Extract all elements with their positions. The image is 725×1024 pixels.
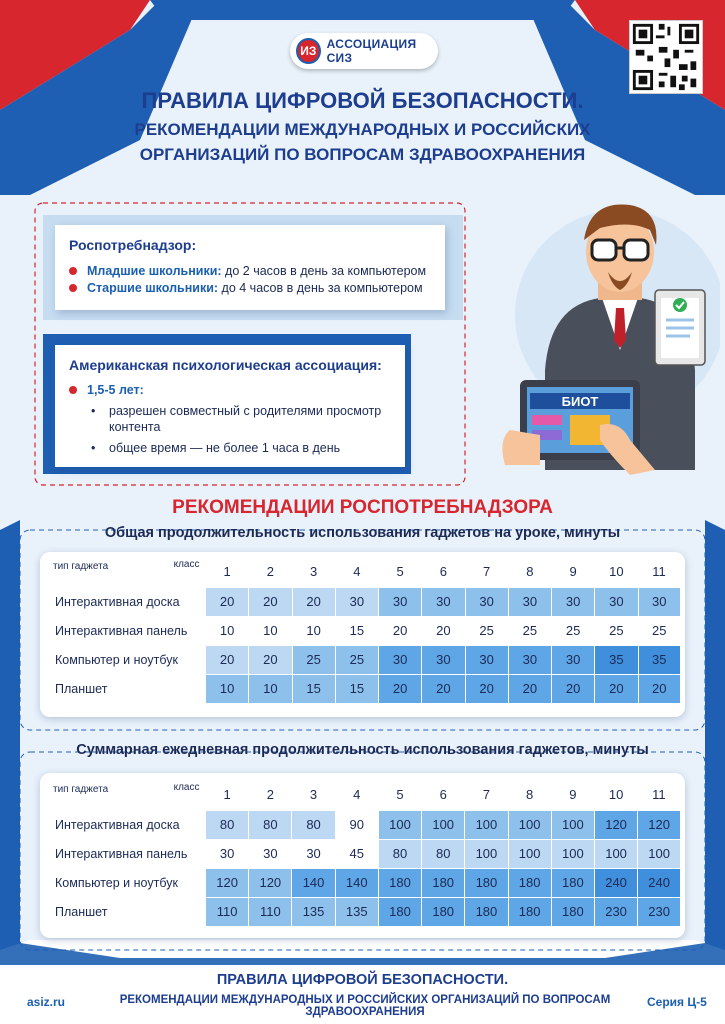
table-cell: 30 [465, 587, 508, 616]
table-row [45, 839, 680, 868]
table-cell: 25 [638, 616, 680, 645]
table-cell: 180 [422, 868, 465, 897]
qr-code-icon[interactable] [629, 20, 703, 94]
table-cell: 110 [249, 897, 292, 926]
table-cell: 100 [638, 839, 680, 868]
table-cell: 15 [292, 674, 335, 703]
table-cell: 120 [249, 868, 292, 897]
table-cell: 180 [465, 897, 508, 926]
table-cell: 10 [292, 616, 335, 645]
table-cell: 20 [249, 645, 292, 674]
sub-bullet-continuation [67, 419, 160, 435]
class-header: 1 [223, 564, 231, 580]
table-cell: 20 [422, 616, 465, 645]
row-label: Интерактивная панель [45, 616, 206, 645]
table-cell: 90 [335, 810, 378, 839]
table1-title: Общая продолжительность использования гаджетов на уроке, минуты [104, 525, 621, 541]
table-cell: 230 [594, 897, 637, 926]
table-cell: 30 [292, 839, 335, 868]
class-header: 6 [439, 564, 447, 580]
table-cell: 180 [508, 868, 551, 897]
table-cell: 30 [552, 645, 595, 674]
class-header: 9 [569, 564, 577, 580]
man-with-tablet-illustration [480, 190, 720, 485]
bullet-icon: • [91, 404, 96, 418]
table-cell: 20 [508, 674, 551, 703]
class-header: 11 [652, 787, 666, 803]
table2-title: Суммарная ежедневная продолжительность использования гаджетов, минуты [76, 742, 649, 758]
class-header: 3 [310, 564, 318, 580]
table-cell: 30 [335, 587, 378, 616]
corner-row-label: тип гаджета [53, 561, 109, 572]
class-header: 3 [309, 787, 318, 803]
table-corner-header [45, 780, 206, 810]
table-cell: 100 [465, 839, 508, 868]
table-cell: 100 [422, 810, 465, 839]
association-logo [290, 33, 438, 69]
table-cell: 10 [206, 616, 249, 645]
corner-col-label: класс [173, 559, 200, 570]
table-cell: 30 [465, 645, 508, 674]
table-cell: 80 [206, 810, 249, 839]
table-cell: 100 [551, 839, 594, 868]
class-header: 2 [266, 564, 274, 580]
table-cell: 20 [552, 674, 595, 703]
table-cell: 25 [552, 616, 595, 645]
class-header: 1 [223, 787, 231, 803]
row-label: Интерактивная панель [45, 839, 206, 868]
table-cell: 120 [206, 868, 249, 897]
table-cell: 20 [379, 616, 422, 645]
class-header: 7 [482, 787, 491, 803]
class-header: 8 [526, 787, 534, 803]
table-cell: 140 [335, 868, 378, 897]
table-cell: 240 [594, 868, 637, 897]
table-cell: 25 [335, 645, 378, 674]
logo-emblem: ИЗ [296, 38, 321, 64]
table-cell: 25 [595, 616, 638, 645]
class-header: 2 [266, 787, 274, 803]
table-cell: 20 [465, 674, 508, 703]
table-cell: 20 [595, 674, 638, 703]
item-label: Младшие школьники: [87, 264, 222, 278]
table-cell: 110 [206, 897, 249, 926]
footer-site-link[interactable]: asiz.ru [27, 995, 66, 1009]
class-header: 9 [569, 787, 577, 803]
table-cell: 120 [594, 810, 637, 839]
sub-bullet-text: разрешен совместный с родителями просмотр [109, 404, 382, 418]
sub-bullet-text: общее время — не более 1 часа в день [109, 441, 341, 455]
table-cell: 240 [638, 868, 680, 897]
table-cell: 30 [508, 645, 551, 674]
table-cell: 30 [638, 587, 680, 616]
table-cell: 20 [206, 587, 249, 616]
class-header: 10 [608, 787, 624, 803]
table-cell: 180 [551, 868, 594, 897]
list-item [67, 280, 423, 297]
table-cell: 10 [206, 674, 249, 703]
page-subtitle-line2: ОРГАНИЗАЦИЙ ПО ВОПРОСАМ ЗДРАВООХРАНЕНИЯ [139, 145, 586, 164]
table-cell: 180 [508, 897, 551, 926]
table-row [45, 674, 680, 703]
table-cell: 100 [465, 810, 508, 839]
class-header: 7 [483, 564, 491, 580]
table-cell: 120 [638, 810, 680, 839]
row-label: Планшет [45, 674, 206, 703]
table-row [45, 810, 680, 839]
apa-card [55, 345, 405, 467]
table-cell: 10 [249, 674, 292, 703]
row-label: Компьютер и ноутбук [45, 868, 206, 897]
item-text: до 4 часов в день за компьютером [218, 281, 423, 295]
section-title: РЕКОМЕНДАЦИИ РОСПОТРЕБНАДЗОРА [172, 497, 553, 518]
table-cell: 20 [638, 674, 680, 703]
sub-bullet [67, 403, 381, 419]
class-header: 10 [609, 564, 624, 580]
table-cell: 80 [422, 839, 465, 868]
corner-col-label: класс [173, 782, 200, 793]
class-header: 6 [439, 787, 447, 803]
table-row [45, 616, 680, 645]
list-item [67, 263, 426, 280]
table-cell: 30 [379, 587, 422, 616]
table-cell: 10 [249, 616, 292, 645]
corner-row-label: тип гаджета [53, 784, 109, 795]
class-header: 11 [652, 564, 666, 580]
table2 [45, 780, 680, 926]
table-cell: 30 [379, 645, 422, 674]
table-cell: 80 [249, 810, 292, 839]
table-cell: 180 [378, 868, 421, 897]
table-cell: 20 [206, 645, 249, 674]
sub-bullet [67, 440, 340, 456]
table-cell: 20 [379, 674, 422, 703]
card-heading: Американская психологическая ассоциация: [69, 357, 382, 373]
item-label: Старшие школьники: [87, 281, 219, 295]
table-cell: 25 [292, 645, 335, 674]
class-header: 5 [396, 564, 404, 580]
table-cell: 30 [249, 839, 292, 868]
table-cell: 25 [508, 616, 551, 645]
table-cell: 100 [508, 810, 551, 839]
table-cell: 100 [551, 810, 594, 839]
footer-subtitle: РЕКОМЕНДАЦИИ МЕЖДУНАРОДНЫХ И РОССИЙСКИХ ОРГАНИЗАЦИЙ ПО ВОПРОСАМ ЗДРАВООХРАНЕНИЯ [119, 994, 611, 1018]
class-header: 5 [396, 787, 404, 803]
table-cell: 15 [335, 674, 378, 703]
table-cell: 30 [206, 839, 249, 868]
table-cell: 20 [292, 587, 335, 616]
table-cell: 100 [378, 810, 421, 839]
table-cell: 230 [638, 897, 680, 926]
row-label: Планшет [45, 897, 206, 926]
table-corner-header [45, 557, 206, 587]
row-label: Интерактивная доска [45, 810, 206, 839]
table-cell: 180 [422, 897, 465, 926]
page-title: ПРАВИЛА ЦИФРОВОЙ БЕЗОПАСНОСТИ. [141, 88, 584, 113]
tablet-label: БИОТ [561, 394, 599, 409]
table-cell: 135 [335, 897, 378, 926]
table-cell: 30 [552, 587, 595, 616]
rospotrebnadzor-card [55, 225, 445, 310]
footer-title: ПРАВИЛА ЦИФРОВОЙ БЕЗОПАСНОСТИ. [216, 972, 509, 988]
table-cell: 25 [465, 616, 508, 645]
card-heading: Роспотребнадзор: [69, 237, 197, 253]
bullet-icon: • [91, 441, 96, 455]
table-cell: 20 [422, 674, 465, 703]
bullet-icon [69, 386, 77, 394]
class-header: 4 [353, 787, 361, 803]
table-cell: 180 [551, 897, 594, 926]
item-text: до 2 часов в день за компьютером [221, 264, 427, 278]
age-label: 1,5-5 лет: [87, 383, 144, 397]
bullet-icon [69, 267, 77, 275]
table-cell: 180 [378, 897, 421, 926]
sub-bullet-text: контента [109, 420, 161, 434]
table-cell: 35 [638, 645, 680, 674]
table-cell: 140 [292, 868, 335, 897]
table-cell: 35 [595, 645, 638, 674]
class-header: 8 [526, 564, 534, 580]
table-cell: 80 [378, 839, 421, 868]
bullet-icon [69, 284, 77, 292]
table-cell: 30 [508, 587, 551, 616]
table-row [45, 645, 680, 674]
table-cell: 30 [595, 587, 638, 616]
table-cell: 45 [335, 839, 378, 868]
table-cell: 30 [422, 645, 465, 674]
page-subtitle-line1: РЕКОМЕНДАЦИИ МЕЖДУНАРОДНЫХ И РОССИЙСКИХ [134, 120, 591, 139]
table-cell: 20 [249, 587, 292, 616]
table-cell: 80 [292, 810, 335, 839]
table-cell: 100 [508, 839, 551, 868]
table-row [45, 868, 680, 897]
footer-series: Серия Ц-5 [647, 995, 707, 1009]
class-header: 4 [353, 564, 361, 580]
table1 [45, 557, 680, 703]
table-row [45, 897, 680, 926]
table-cell: 30 [422, 587, 465, 616]
table-cell: 100 [594, 839, 637, 868]
age-item [67, 382, 144, 399]
table-row [45, 587, 680, 616]
row-label: Интерактивная доска [45, 587, 206, 616]
row-label: Компьютер и ноутбук [45, 645, 206, 674]
table-cell: 180 [465, 868, 508, 897]
table-cell: 15 [335, 616, 378, 645]
table-cell: 135 [292, 897, 335, 926]
logo-text: АССОЦИАЦИЯ СИЗ [326, 37, 417, 65]
